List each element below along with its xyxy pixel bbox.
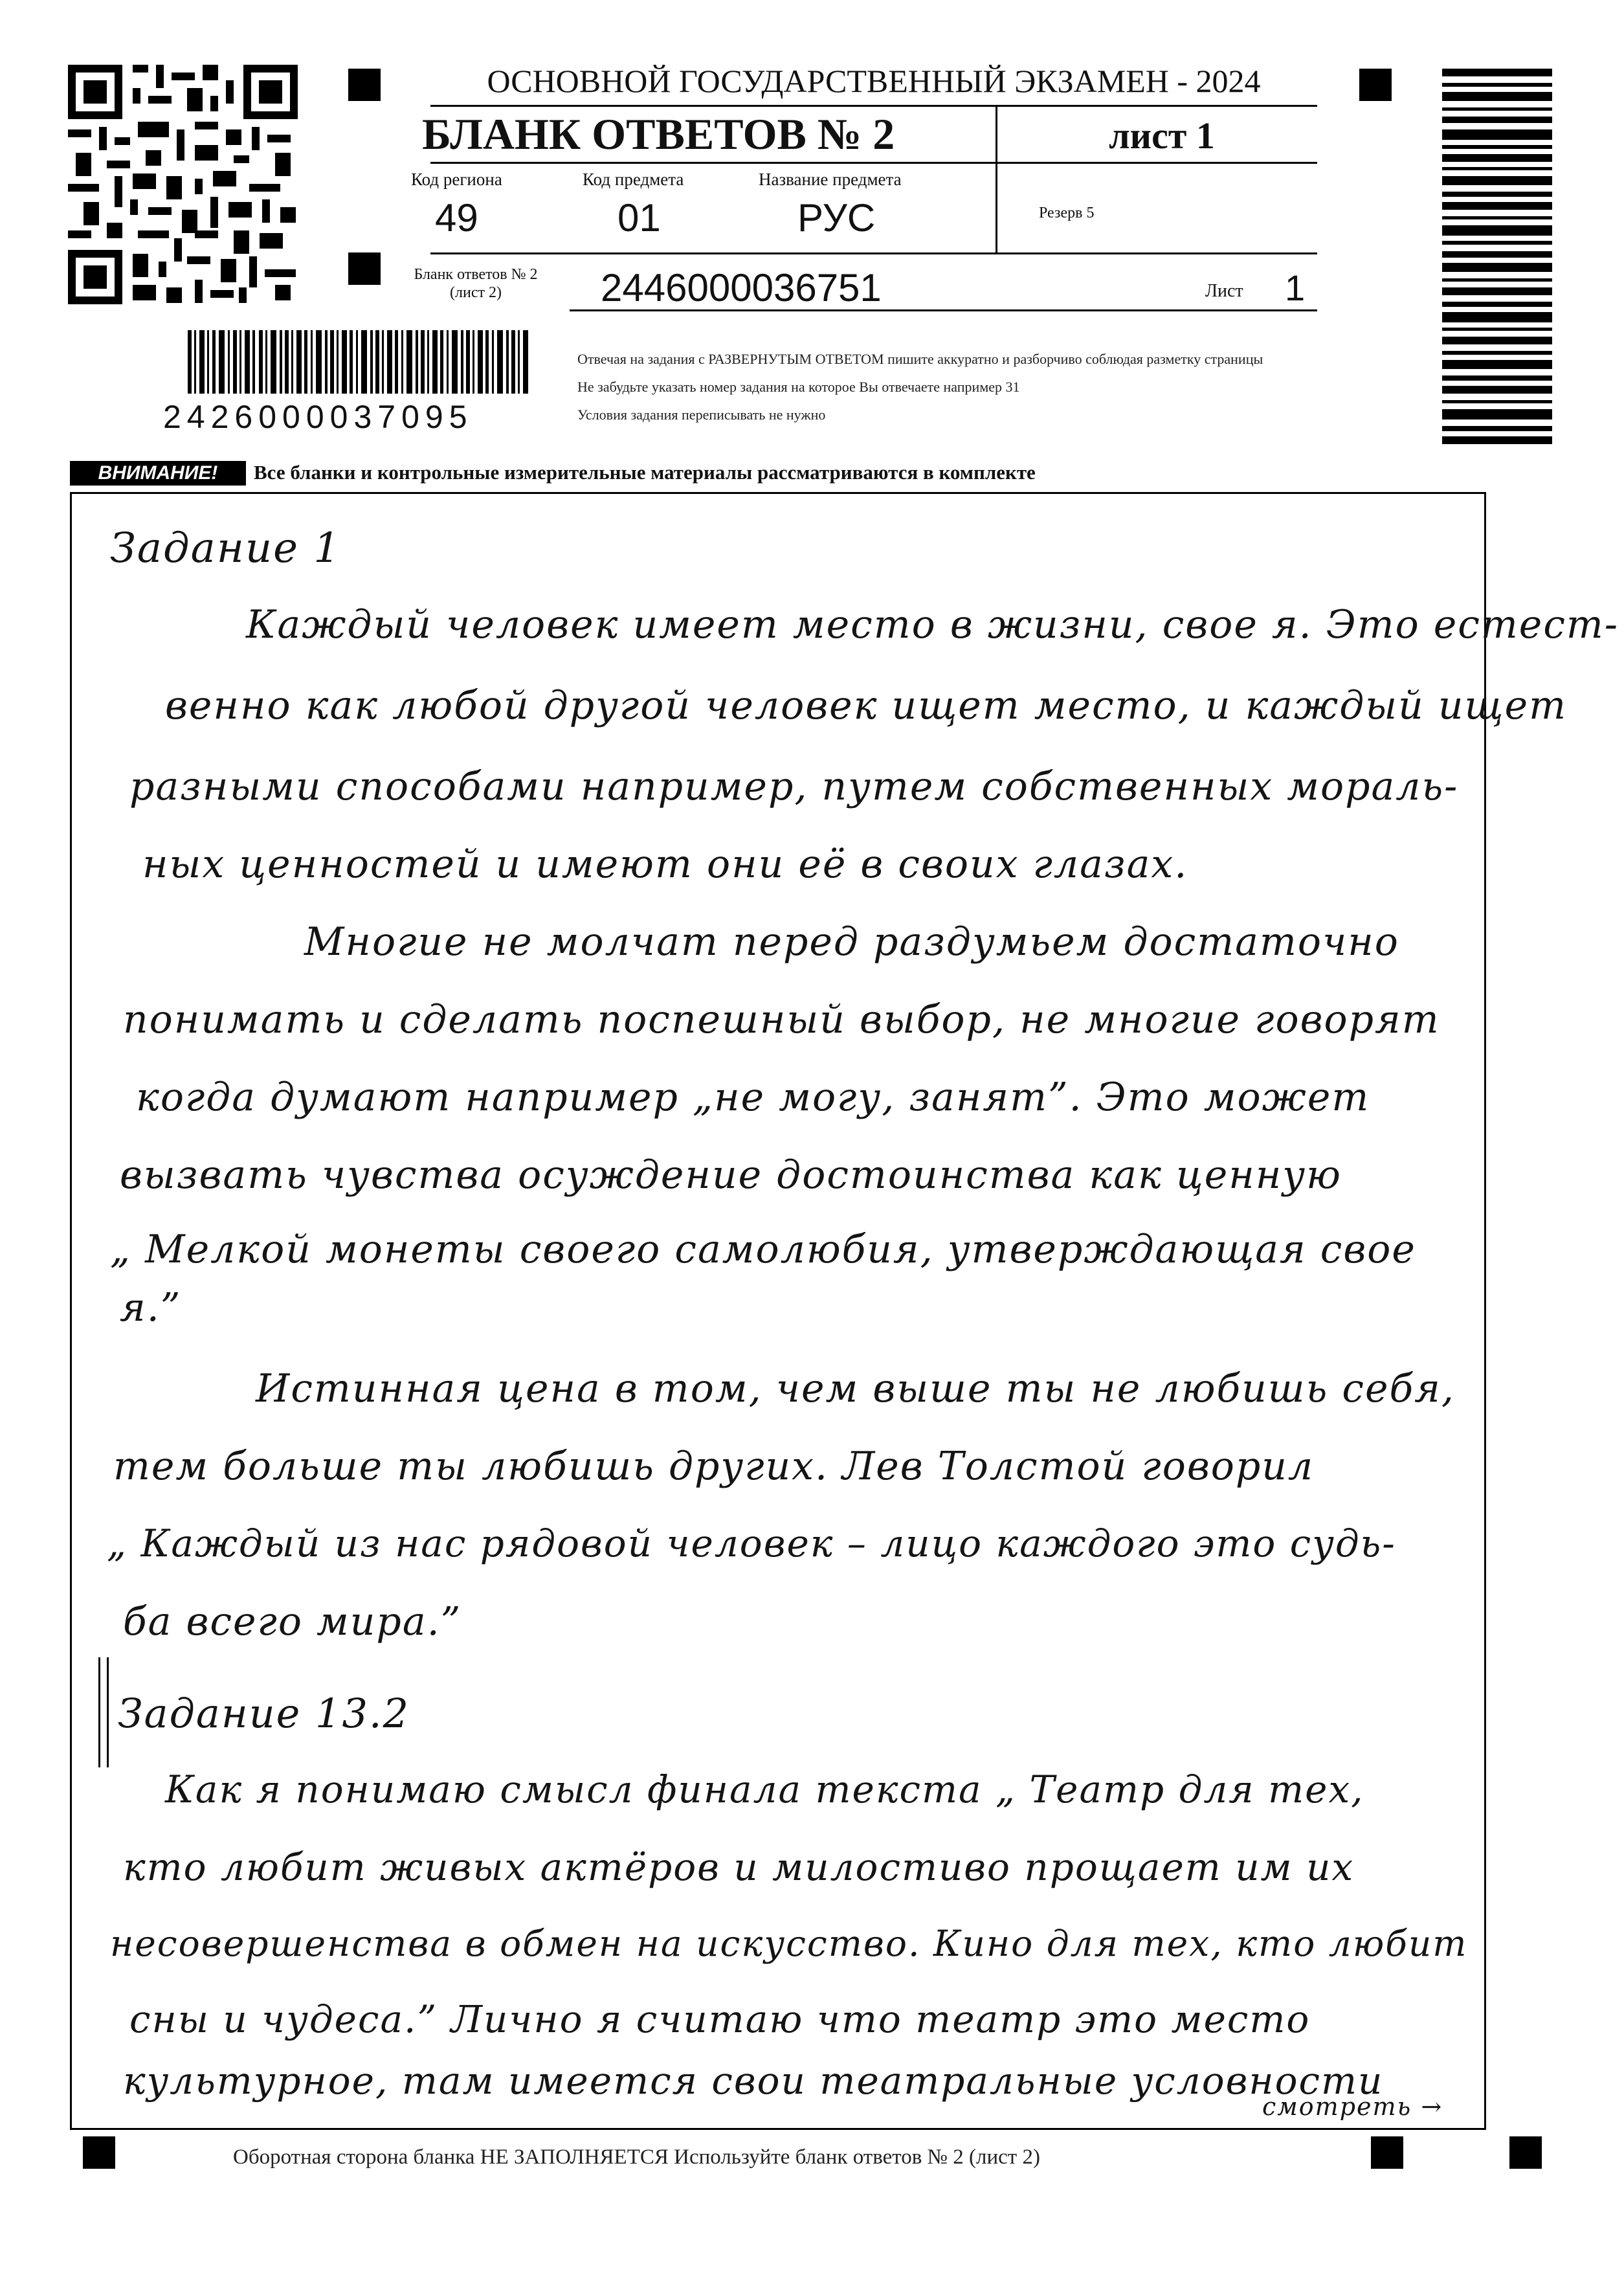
answer-line: разными способами например, путем собственных мораль-	[129, 764, 1459, 809]
instruction-line-2: Не забудьте указать номер задания на которое Вы отвечаете например 31	[577, 379, 1020, 395]
answer-heading-2: Задание 13.2	[118, 1690, 410, 1737]
title-rule	[430, 105, 1317, 107]
side-barcode	[1442, 69, 1552, 444]
margin-mark	[107, 1657, 109, 1767]
answer-line: Истинная цена в том, чем выше ты не любишь себя,	[256, 1366, 1455, 1411]
form2-label	[401, 265, 550, 302]
form2-number: 2446000036751	[601, 266, 882, 309]
registration-mark	[1359, 69, 1392, 101]
form2-rule	[570, 309, 1317, 311]
answer-line: ных ценностей и имеют они её в своих глазах.	[142, 842, 1188, 887]
answer-line: сны и чудеса.” Лично я считаю что театр это место	[129, 1997, 1311, 2041]
registration-mark	[348, 69, 381, 101]
registration-mark	[1371, 2136, 1403, 2169]
header-rule	[430, 162, 1317, 164]
answer-line: Как я понимаю смысл финала текста „ Театр для тех,	[165, 1767, 1364, 1811]
answer-line: несовершенства в обмен на искусство. Кино для тех, кто любит	[110, 1923, 1468, 1964]
attention-text: Все бланки и контрольные измерительные материалы рассматриваются в комплекте	[254, 461, 1036, 484]
instruction-line-1: Отвечая на задания с РАЗВЕРНУТЫМ ОТВЕТОМ пишите аккуратно и разборчиво соблюдая разметку страницы	[577, 351, 1263, 367]
form-title: БЛАНК ОТВЕТОВ № 2	[422, 109, 895, 159]
registration-mark	[348, 252, 381, 285]
answer-line: я.”	[120, 1285, 182, 1330]
form2-label-line2: (лист 2)	[450, 284, 502, 301]
answer-line: „ Мелкой монеты своего самолюбия, утверждающая свое	[110, 1227, 1416, 1272]
sheet-value: 1	[1285, 267, 1306, 308]
sheet-label: Лист	[1205, 281, 1243, 301]
subject-name-label: Название предмета	[759, 170, 902, 189]
answer-line: тем больше ты любишь других. Лев Толстой говорил	[113, 1444, 1315, 1489]
fields-rule	[430, 252, 1317, 254]
qr-code	[68, 65, 298, 304]
instruction-line-3: Условия задания переписывать не нужно	[577, 407, 826, 423]
answer-line: понимать и сделать поспешный выбор, не многие говорят	[123, 997, 1440, 1042]
continue-note: смотреть →	[1262, 2092, 1443, 2121]
margin-mark	[98, 1657, 100, 1767]
answer-line: ба всего мира.”	[123, 1599, 462, 1644]
answer-heading-1: Задание 1	[110, 524, 342, 572]
exam-title: ОСНОВНОЙ ГОСУДАРСТВЕННЫЙ ЭКЗАМЕН - 2024	[487, 63, 1261, 99]
region-label: Код региона	[411, 170, 502, 189]
reserve-label: Резерв 5	[1039, 205, 1095, 221]
answer-line: культурное, там имеется свои театральные условности	[123, 2059, 1384, 2103]
answer-line: венно как любой другой человек ищет место, и каждый ищет	[165, 683, 1567, 728]
registration-mark	[83, 2136, 115, 2169]
answer-line: кто любит живых актёров и милостиво прощает им их	[123, 1845, 1355, 1889]
sheet-title: лист 1	[1109, 115, 1215, 157]
region-value: 49	[435, 196, 478, 240]
attention-badge: ВНИМАНИЕ!	[70, 461, 246, 486]
form-barcode	[188, 330, 531, 394]
title-divider	[996, 107, 997, 252]
answer-line: Каждый человек имеет место в жизни, свое я. Это естест-	[246, 602, 1619, 647]
subject-code-label: Код предмета	[583, 170, 684, 189]
form2-label-line1: Бланк ответов № 2	[414, 266, 538, 283]
answer-line: вызвать чувства осуждение достоинства как ценную	[120, 1152, 1342, 1198]
subject-code-value: 01	[617, 196, 661, 240]
answer-line: когда думают например „не могу, занят”. Это может	[136, 1075, 1370, 1120]
barcode-number: 2426000037095	[163, 399, 473, 435]
answer-line: „ Каждый из нас рядовой человек – лицо каждого это судь-	[107, 1521, 1396, 1565]
subject-name-value: РУС	[797, 196, 876, 240]
answer-line: Многие не молчат перед раздумьем достаточно	[304, 919, 1399, 965]
footer-note: Оборотная сторона бланка НЕ ЗАПОЛНЯЕТСЯ Используйте бланк ответов № 2 (лист 2)	[233, 2145, 1040, 2169]
registration-mark	[1509, 2136, 1542, 2169]
